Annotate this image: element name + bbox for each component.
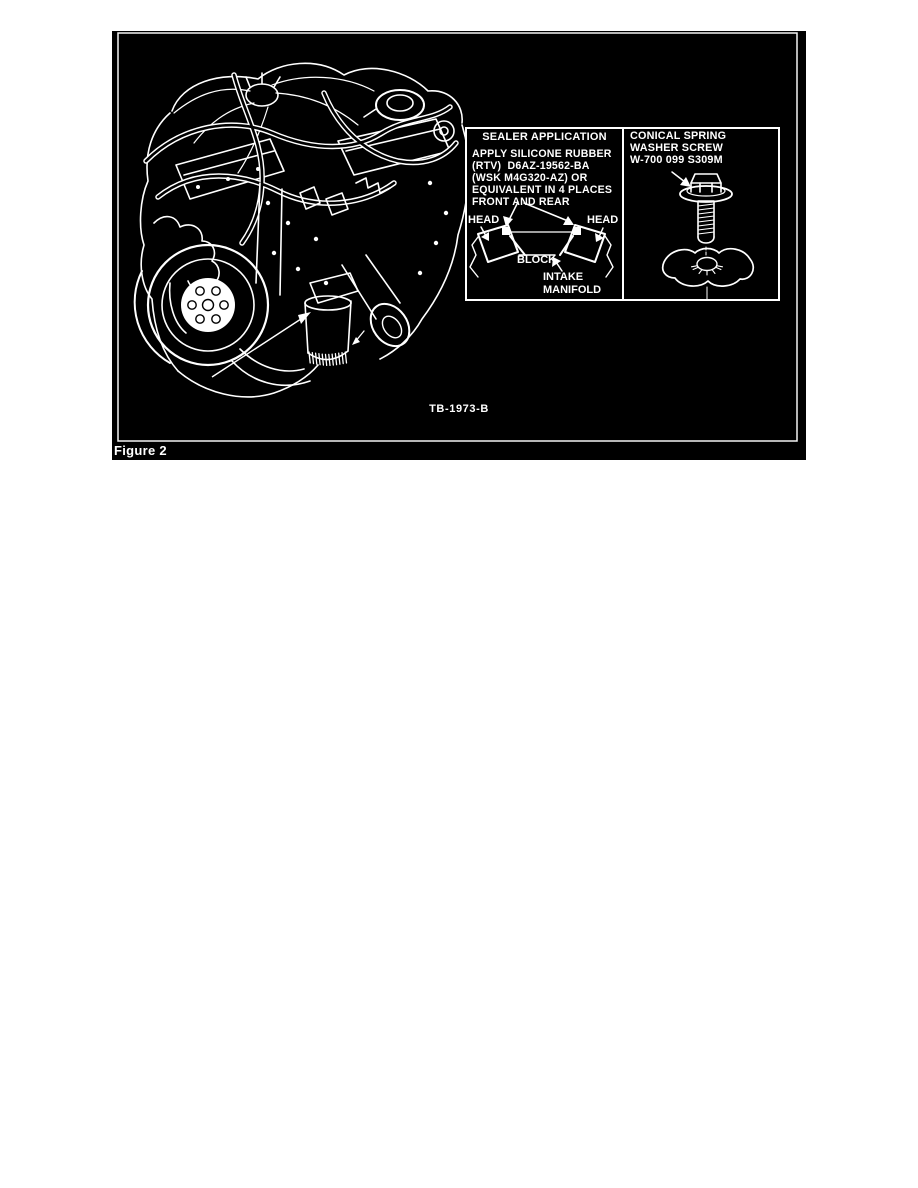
screw-label-line: CONICAL SPRING (630, 130, 727, 142)
sealer-instruction-line: FRONT AND REAR (472, 196, 570, 208)
sealer-instruction-line: APPLY SILICONE RUBBER (472, 148, 612, 160)
sealer-panel-title: SEALER APPLICATION (482, 131, 607, 143)
sealer-instruction-line: (WSK M4G320-AZ) OR (472, 172, 588, 184)
engine-drawing (135, 63, 469, 397)
block-label: BLOCK (517, 254, 557, 266)
figure-caption: Figure 2 (114, 443, 167, 458)
figure-2-illustration (112, 31, 806, 460)
head-label-left: HEAD (468, 214, 500, 226)
engine-figure-artwork (112, 31, 806, 460)
head-label-right: HEAD (587, 214, 619, 226)
intake-manifold-label: INTAKE MANIFOLD (543, 271, 602, 296)
sealer-instruction-line: EQUIVALENT IN 4 PLACES (472, 184, 613, 196)
screw-label-line: WASHER SCREW (630, 142, 723, 154)
drawing-number: TB-1973-B (429, 403, 489, 415)
screw-label-line: W-700 099 S309M (630, 154, 723, 166)
sealer-instruction-line: (RTV) D6AZ-19562-BA (472, 160, 590, 172)
